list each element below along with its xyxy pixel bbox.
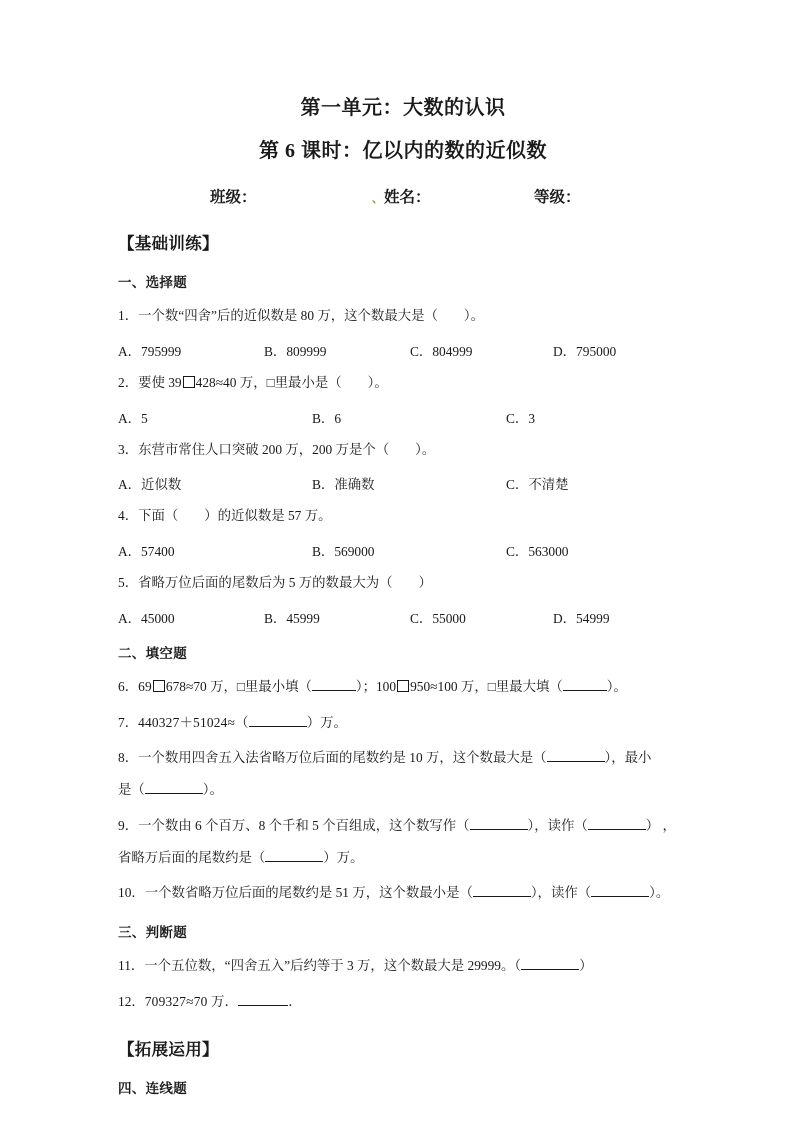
blank-box-icon	[183, 376, 195, 388]
question-4-option-c[interactable]: C．563000	[506, 544, 569, 560]
question-10	[118, 883, 688, 904]
question-9-part-2: ），读作（	[527, 817, 588, 833]
question-10-blank-1[interactable]	[473, 896, 531, 897]
question-7-number: 7．	[118, 714, 139, 730]
question-12	[118, 992, 688, 1013]
question-10-part-2: ），读作（	[530, 885, 592, 901]
question-6-blank-2[interactable]	[563, 690, 607, 691]
subsection-judge: 三、判断题	[118, 925, 187, 941]
subsection-match: 四、连线题	[118, 1080, 187, 1096]
question-1-text: 一个数“四舍”后的近似数是 80 万，这个数最大是（	[138, 308, 438, 323]
question-2-text-pre: 要使 39	[138, 374, 182, 390]
question-8-blank-1[interactable]	[547, 761, 605, 762]
question-12-number: 12．	[118, 993, 145, 1009]
question-1-option-b[interactable]: B．809999	[264, 343, 327, 359]
page-content	[118, 0, 688, 1097]
question-1-options	[118, 341, 688, 358]
question-5-number: 5．	[118, 575, 139, 591]
question-5-option-b[interactable]: B．45999	[264, 610, 320, 626]
question-10-part-1: 一个数省略万位后面的尾数约是 51 万，这个数最小是（	[144, 885, 473, 901]
question-3	[118, 440, 688, 461]
question-4-number: 4．	[118, 508, 139, 524]
question-9-blank-2[interactable]	[588, 829, 646, 830]
page-subtitle: 第 6 课时：亿以内的数的近似数	[259, 140, 547, 162]
question-2-text-end: ）。	[367, 374, 388, 390]
question-8-number: 8．	[118, 750, 139, 766]
question-2-text-post: 428≈40 万，□里最小是（	[195, 374, 342, 390]
question-2-options	[118, 408, 688, 425]
question-2-option-c[interactable]: C．3	[506, 410, 536, 426]
question-6-part-5: ）。	[606, 678, 627, 694]
question-9-part-1: 一个数由 6 个百万、8 个千和 5 个百组成，这个数写作（	[138, 817, 470, 833]
question-6-number: 6．	[118, 678, 139, 694]
question-5	[118, 573, 688, 594]
question-2-number: 2．	[118, 374, 139, 390]
question-12-part-2: ．	[288, 993, 302, 1009]
question-6-part-1: 69	[138, 678, 152, 694]
question-4-text: 下面（	[138, 508, 179, 524]
question-7-part-1: 440327＋51024≈（	[138, 714, 249, 730]
question-6-blank-1[interactable]	[312, 690, 356, 691]
question-9	[118, 816, 688, 837]
question-6-part-3: ）；100	[355, 678, 397, 694]
question-10-part-3: ）。	[649, 885, 670, 901]
question-8-part-1: 一个数用四舍五入法省略万位后面的尾数约是 10 万，这个数最大是（	[138, 750, 547, 766]
class-field-label: 班级：	[210, 189, 257, 206]
question-7-part-2: ）万。	[306, 714, 347, 730]
section-heading-basic: 【基础训练】	[118, 234, 219, 253]
question-4	[118, 506, 688, 527]
question-3-option-c[interactable]: C．不清楚	[506, 477, 569, 493]
question-7-blank-1[interactable]	[249, 726, 307, 727]
question-5-option-d[interactable]: D．54999	[553, 610, 610, 626]
question-5-text-end: ）	[418, 575, 432, 591]
question-6	[118, 677, 688, 698]
question-11-part-2: ）	[579, 958, 593, 974]
name-field-label: 姓名：	[384, 189, 431, 206]
section-heading-extend: 【拓展运用】	[118, 1039, 219, 1059]
question-9-blank-1[interactable]	[470, 829, 528, 830]
question-8-part-2: ），最小	[604, 750, 652, 766]
question-8-part-3: 是（	[118, 782, 145, 798]
question-6-part-4: 950≈100 万，□里最大填（	[410, 678, 563, 694]
question-1-option-d[interactable]: D．795000	[553, 343, 617, 359]
question-11-blank-1[interactable]	[521, 969, 579, 970]
subsection-choice: 一、选择题	[118, 275, 187, 290]
question-5-text: 省略万位后面的尾数后为 5 万的数最大为（	[138, 575, 393, 591]
question-11-part-1: 一个五位数，“四舍五入”后约等于 3 万，这个数最大是 29999。（	[144, 958, 522, 974]
question-4-option-a[interactable]: A．57400	[118, 544, 175, 560]
question-5-option-a[interactable]: A．45000	[118, 610, 175, 626]
question-11-number: 11．	[118, 958, 145, 974]
question-4-option-b[interactable]: B．569000	[312, 544, 375, 560]
blank-box-icon	[397, 680, 409, 692]
blank-box-icon	[153, 680, 165, 692]
page-title: 第一单元：大数的认识	[300, 97, 506, 119]
question-5-options	[118, 608, 688, 625]
subsection-fill: 二、填空题	[118, 645, 187, 661]
question-6-part-2: 678≈70 万，□里最小填（	[165, 678, 312, 694]
question-1-number: 1．	[118, 308, 139, 323]
question-3-options	[118, 474, 688, 491]
question-1-option-c[interactable]: C．804999	[410, 343, 473, 359]
question-9-part-5: ）万。	[323, 849, 364, 865]
question-4-text-end: ）的近似数是 57 万。	[204, 508, 332, 524]
question-3-text: 东营市常住人口突破 200 万，200 万是个（	[138, 441, 390, 457]
question-1	[118, 306, 688, 327]
question-1-text-end: ）。	[463, 308, 484, 323]
question-12-blank-1[interactable]	[238, 1005, 288, 1006]
question-8	[118, 748, 688, 769]
question-8-blank-2[interactable]	[145, 793, 203, 794]
question-1-option-a[interactable]: A．795999	[118, 343, 182, 359]
question-5-option-c[interactable]: C．55000	[410, 610, 466, 626]
question-4-options	[118, 541, 688, 558]
question-2-option-a[interactable]: A．5	[118, 410, 148, 426]
question-10-blank-2[interactable]	[591, 896, 649, 897]
question-2	[118, 373, 688, 394]
question-8-line-2	[118, 780, 688, 801]
question-12-part-1: 709327≈70 万．	[144, 993, 239, 1009]
question-8-part-4: ）。	[202, 782, 223, 798]
question-7	[118, 713, 688, 734]
question-3-number: 3．	[118, 441, 139, 457]
stray-mark-icon: 、	[372, 193, 383, 205]
question-9-line-2	[118, 848, 688, 869]
question-2-option-b[interactable]: B．6	[312, 410, 342, 426]
question-9-part-3: ） ，	[645, 817, 676, 833]
question-3-text-end: ）。	[415, 441, 436, 457]
question-11	[118, 956, 688, 977]
question-3-option-b[interactable]: B．准确数	[312, 477, 375, 493]
question-3-option-a[interactable]: A．近似数	[118, 477, 182, 493]
question-9-blank-3[interactable]	[265, 861, 323, 862]
question-10-number: 10．	[118, 885, 145, 901]
question-9-part-4: 省略万后面的尾数约是（	[118, 849, 266, 865]
student-info-line	[118, 185, 688, 207]
question-9-number: 9．	[118, 817, 139, 833]
grade-field-label: 等级：	[534, 189, 581, 206]
